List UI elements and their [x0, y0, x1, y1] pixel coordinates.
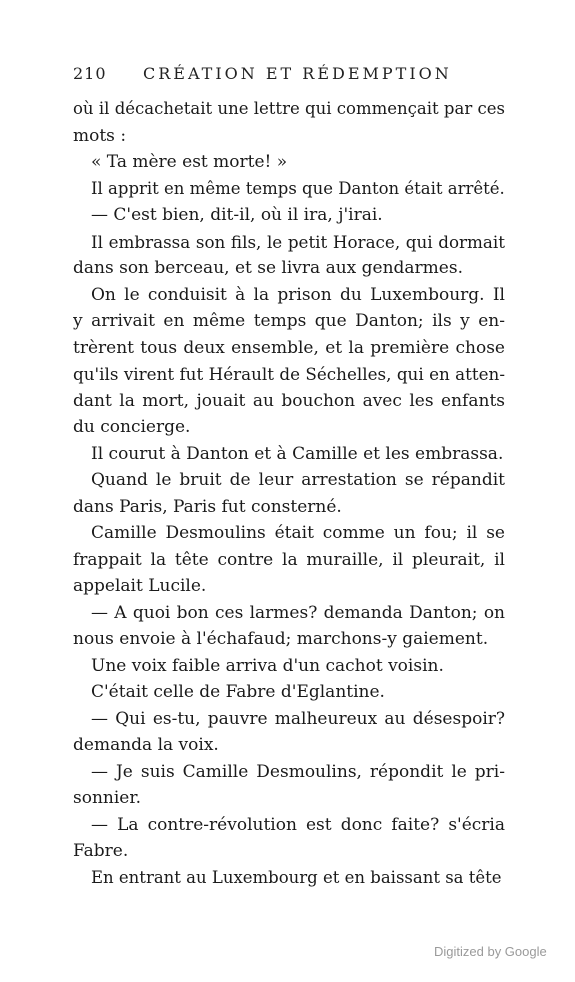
text-line: dant la mort, jouait au bouchon avec les enfants	[73, 390, 505, 411]
page-number: 210	[73, 64, 107, 83]
running-title: CRÉATION ET RÉDEMPTION	[143, 64, 452, 83]
text-line: — C'est bien, dit-il, où il ira, j'irai.	[91, 205, 383, 225]
text-line: — La contre-révolution est donc faite? s'écria	[91, 814, 505, 835]
text-line: Fabre.	[73, 841, 129, 861]
text-line: appelait Lucile.	[73, 576, 207, 596]
text-line: En entrant au Luxembourg et en baissant sa tête	[91, 867, 502, 887]
text-line: du concierge.	[73, 417, 191, 437]
body-text	[73, 96, 505, 891]
text-line: dans son berceau, et se livra aux gendarmes.	[73, 258, 463, 278]
text-line: — Je suis Camille Desmoulins, répondit le pri-	[91, 761, 505, 782]
text-line: Il courut à Danton et à Camille et les embrassa.	[91, 443, 504, 464]
running-header	[73, 64, 505, 86]
text-line: y arrivait en même temps que Danton; ils y en-	[73, 311, 505, 331]
text-line: Quand le bruit de leur arrestation se répandit	[91, 470, 505, 490]
text-line: sonnier.	[73, 788, 142, 808]
text-line: nous envoie à l'échafaud; marchons-y gaiement.	[73, 629, 489, 649]
text-line: dans Paris, Paris fut consterné.	[73, 496, 342, 517]
text-line: où il décachetait une lettre qui commençait par ces	[73, 99, 505, 118]
text-line: demanda la voix.	[73, 735, 219, 755]
text-line: mots :	[73, 125, 127, 146]
text-line: — Qui es-tu, pauvre malheureux au désespoir?	[91, 708, 505, 729]
text-line: — A quoi bon ces larmes? demanda Danton; on	[91, 602, 505, 623]
text-line: frappait la tête contre la muraille, il pleurait, il	[73, 549, 505, 570]
text-line: trèrent tous deux ensemble, et la première chose	[73, 337, 505, 358]
text-line: Camille Desmoulins était comme un fou; il se	[91, 523, 505, 543]
text-line: C'était celle de Fabre d'Eglantine.	[91, 682, 385, 702]
text-line: Il embrassa son fils, le petit Horace, qui dormait	[91, 231, 505, 252]
text-line: qu'ils virent fut Hérault de Séchelles, qui en atten-	[73, 364, 505, 384]
text-line: « Ta mère est morte! »	[91, 152, 288, 172]
text-line: Une voix faible arriva d'un cachot voisin.	[91, 655, 444, 676]
text-line: On le conduisit à la prison du Luxembourg. Il	[91, 284, 505, 305]
text-line: Il apprit en même temps que Danton était arrêté.	[91, 178, 505, 198]
digitized-watermark: Digitized by Google	[434, 944, 547, 959]
